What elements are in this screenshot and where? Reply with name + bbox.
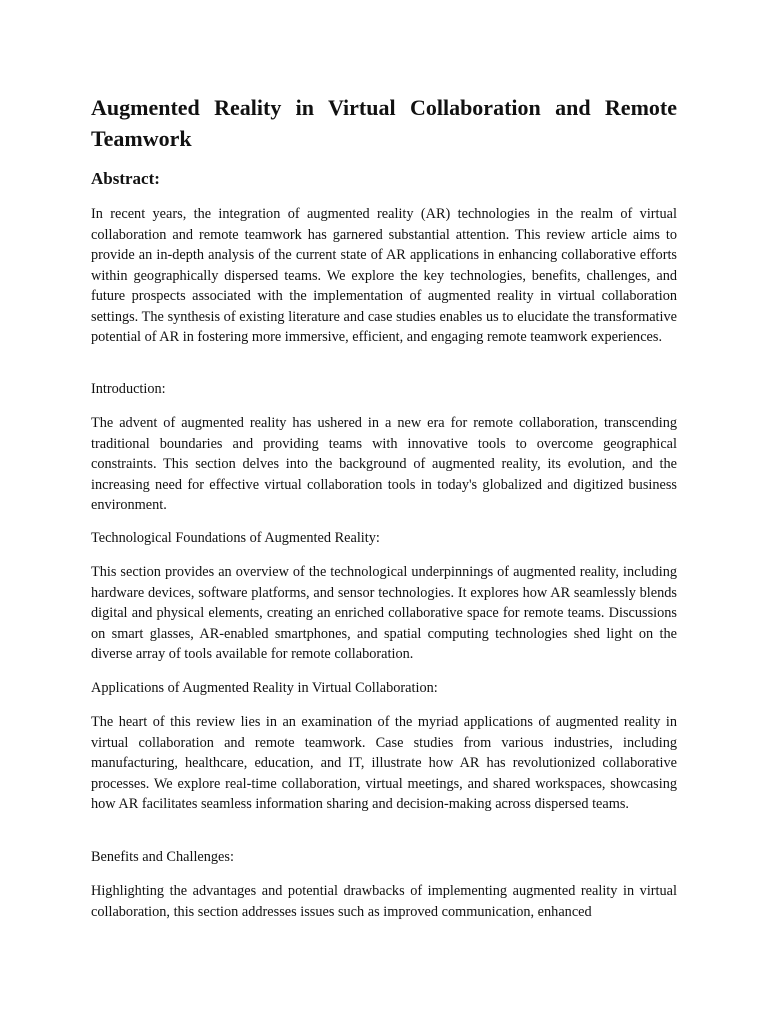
- section-heading-introduction: Introduction:: [91, 381, 166, 397]
- section-heading-applications: Applications of Augmented Reality in Virtual Collaboration:: [91, 680, 438, 696]
- abstract-paragraph: In recent years, the integration of augmented reality (AR) technologies in the realm of virtual collaboration and remote teamwork has garnered substantial attention. This review article aims to provide an in-depth analysis of the current state of AR applications in enhancing collaborative efforts within geographically dispersed teams. We explore the key technologies, benefits, challenges, and future prospects associated with the implementation of augmented reality in virtual collaboration settings. The synthesis of existing literature and case studies enables us to elucidate the transformative potential of AR in fostering more immersive, efficient, and engaging remote teamwork experiences.: [91, 206, 677, 345]
- section-heading-benefits-challenges: Benefits and Challenges:: [91, 849, 234, 865]
- abstract-heading: Abstract:: [91, 169, 160, 188]
- section-paragraph-applications: The heart of this review lies in an examination of the myriad applications of augmented reality in virtual collaboration and remote teamwork. Case studies from various industries, including manufacturing, healthcare, education, and IT, illustrate how AR has revolutionized collaborative processes. We explore real-time collaboration, virtual meetings, and shared workspaces, showcasing how AR facilitates seamless information sharing and decision-making across dispersed teams.: [91, 714, 677, 812]
- section-heading-technological-foundations: Technological Foundations of Augmented Reality:: [91, 530, 380, 546]
- section-paragraph-introduction: The advent of augmented reality has ushered in a new era for remote collaboration, transcending traditional boundaries and providing teams with innovative tools to overcome geographical constraints. This section delves into the background of augmented reality, its evolution, and the increasing need for effective virtual collaboration tools in today's globalized and digitized business environment.: [91, 415, 677, 513]
- section-paragraph-benefits-challenges: Highlighting the advantages and potential drawbacks of implementing augmented reality in virtual collaboration, this section addresses issues such as improved communication, enhanced: [91, 883, 677, 920]
- section-paragraph-technological-foundations: This section provides an overview of the technological underpinnings of augmented reality, including hardware devices, software platforms, and sensor technologies. It explores how AR seamlessly blends digital and physical elements, creating an enriched collaborative space for remote teams. Discussions on smart glasses, AR-enabled smartphones, and spatial computing technologies shed light on the diverse array of tools available for remote collaboration.: [91, 564, 677, 662]
- document-title: Augmented Reality in Virtual Collaboration and Remote Teamwork: [91, 95, 677, 151]
